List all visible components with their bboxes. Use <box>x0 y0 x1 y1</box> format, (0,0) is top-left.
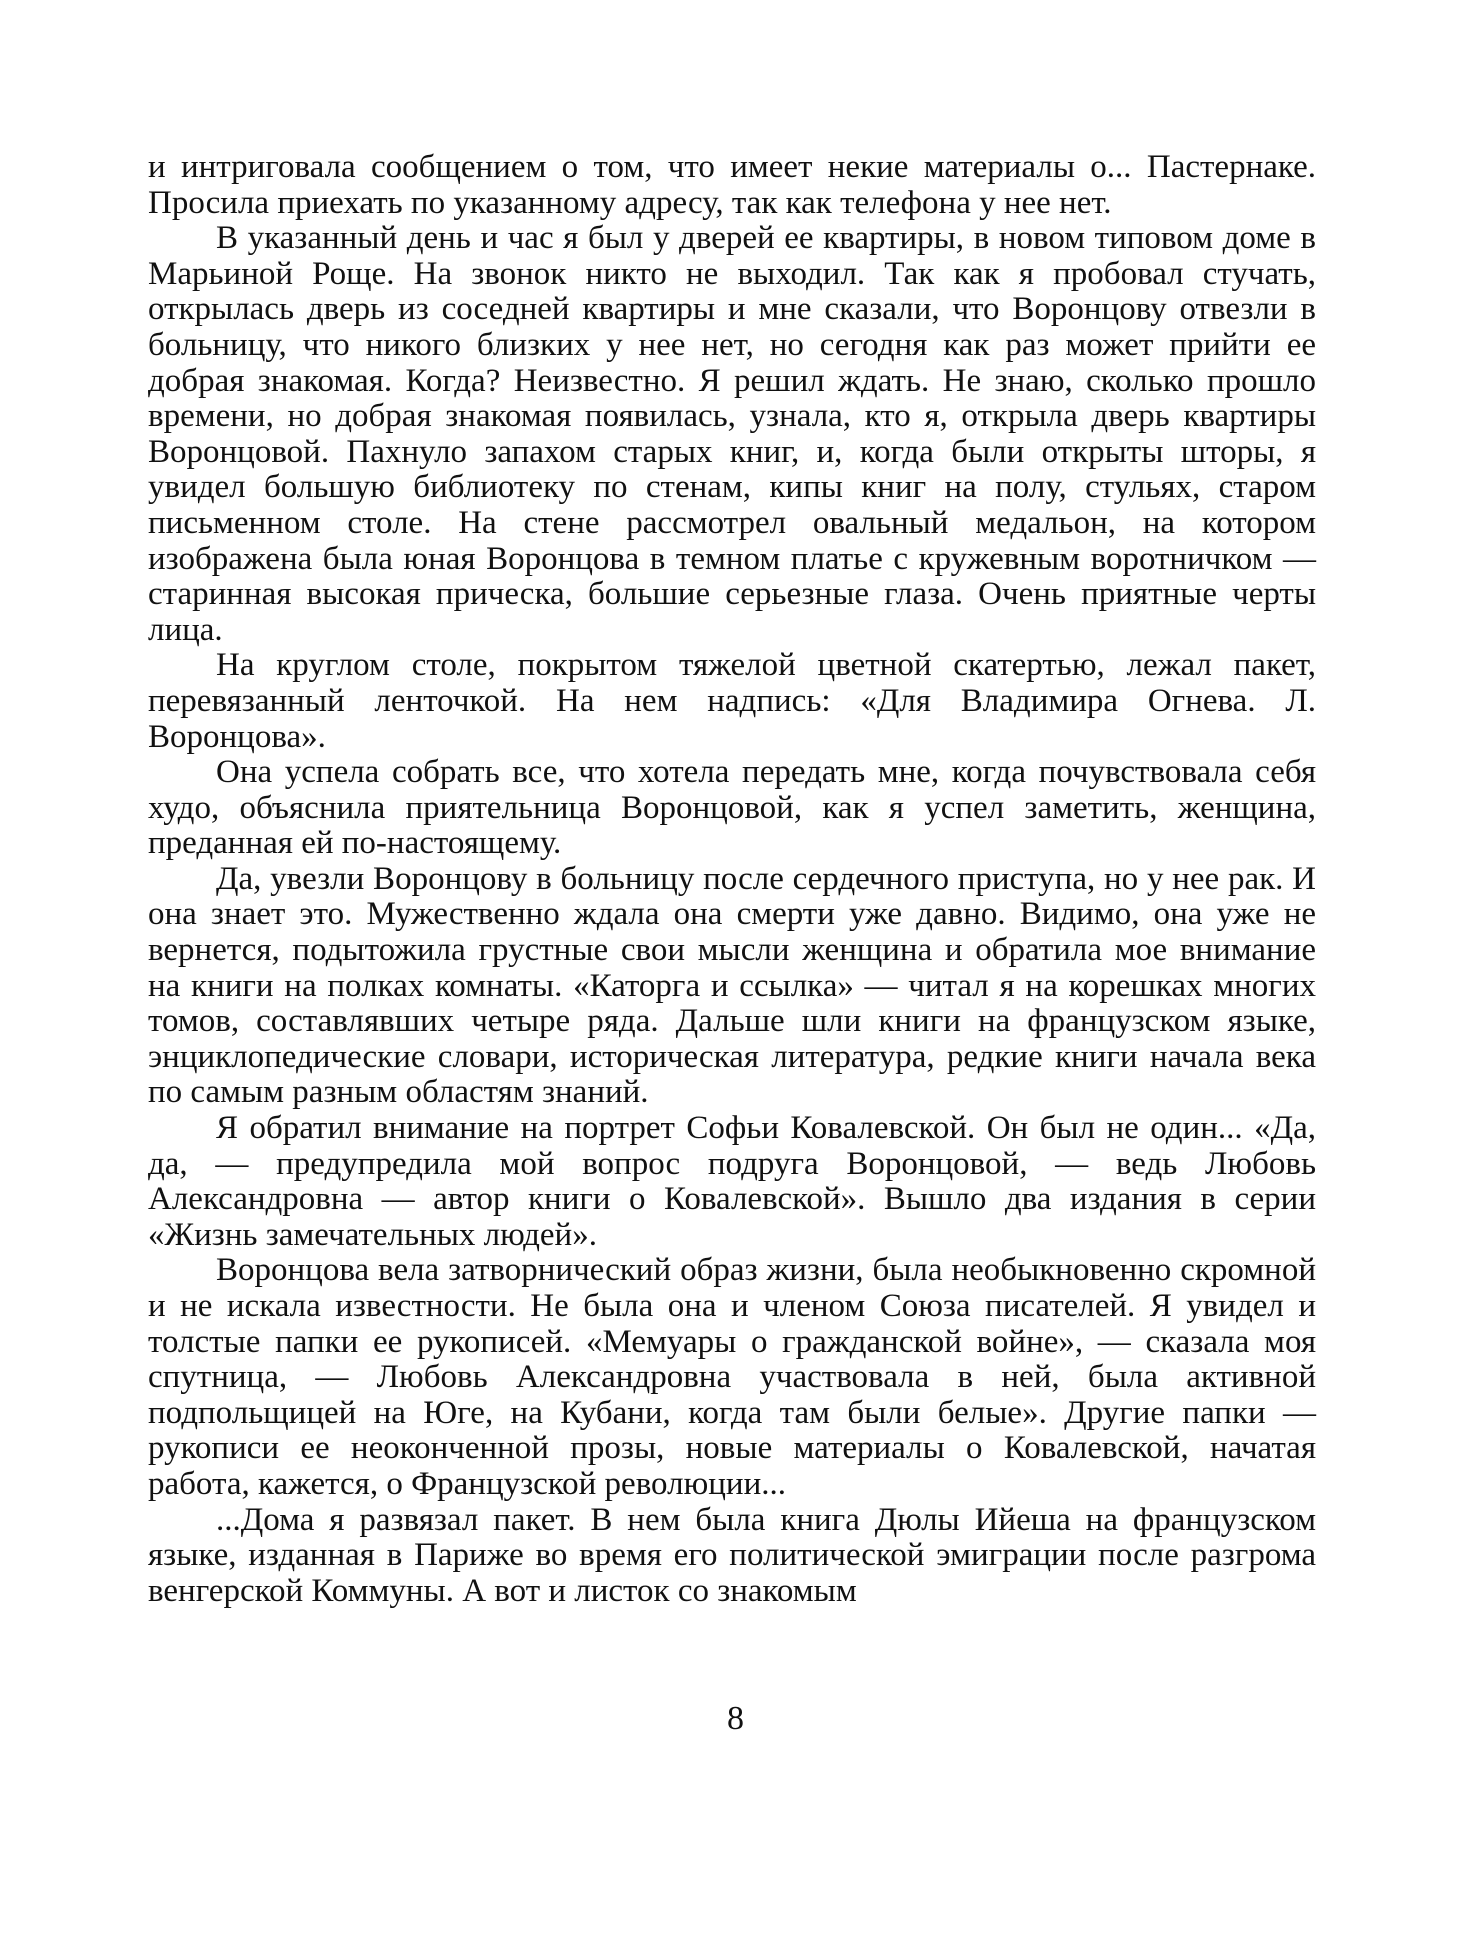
paragraph-2: В указанный день и час я был у дверей ее квартиры, в новом типовом доме в Марьиной Роще. На звонок никто не выходил. Так как я пробовал стучать, открылась дверь из соседней квартиры и мне сказали, что Воронцову отвезли в больницу, что никого близких у нее нет, но сегодня как раз может прийти ее добрая знакомая. Когда? Неизвестно. Я решил ждать. Не знаю, сколько прошло времени, но добрая знакомая появилась, узнала, кто я, открыла дверь квартиры Воронцовой. Пахнуло запахом старых книг, и, когда были открыты шторы, я увидел большую библиотеку по стенам, кипы книг на полу, стульях, старом письменном столе. На стене рассмотрел овальный медальон, на котором изображена была юная Воронцова в темном платье с кружевным воротничком — старинная высокая прическа, большие серьезные глаза. Очень приятные черты лица. <box>148 220 1316 648</box>
paragraph-6: Я обратил внимание на портрет Софьи Ковалевской. Он был не один... «Да, да, — предупредила мой вопрос подруга Воронцовой, — ведь Любовь Александровна — автор книги о Ковалевской». Вышло два издания в серии «Жизнь замечательных людей». <box>148 1110 1316 1253</box>
paragraph-1: и интриговала сообщением о том, что имеет некие материалы о... Пастернаке. Просила приехать по указанному адресу, так как телефона у нее нет. <box>148 149 1316 221</box>
paragraph-3: На круглом столе, покрытом тяжелой цветной скатертью, лежал пакет, перевязанный ленточкой. На нем надпись: «Для Владимира Огнева. Л. Воронцова». <box>148 647 1316 755</box>
text-body <box>148 150 1316 1609</box>
paragraph-5: Да, увезли Воронцову в больницу после сердечного приступа, но у нее рак. И она знает это. Мужественно ждала она смерти уже давно. Видимо, она уже не вернется, подытожила грустные свои мысли женщина и обратила мое внимание на книги на полках комнаты. «Каторга и ссылка» — читал я на корешках многих томов, составлявших четыре ряда. Дальше шли книги на французском языке, энциклопедические словари, историческая литература, редкие книги начала века по самым разным областям знаний. <box>148 860 1316 1111</box>
paragraph-8: ...Дома я развязал пакет. В нем была книга Дюлы Ийеша на французском языке, изданная в Париже во время его политической эмиграции после разгрома венгерской Коммуны. А вот и листок со знакомым <box>148 1501 1316 1609</box>
page-body <box>148 150 1316 1609</box>
paragraph-7: Воронцова вела затворнический образ жизни, была необыкновенно скромной и не искала известности. Не была она и членом Союза писателей. Я увидел и толстые папки ее рукописей. «Мемуары о гражданской войне», — сказала моя спутница, — Любовь Александровна участвовала в ней, была активной подпольщицей на Юге, на Кубани, когда там были белые». Другие папки — рукописи ее неоконченной прозы, новые материалы о Ковалевской, начатая работа, кажется, о Французской революции... <box>148 1252 1316 1502</box>
paragraph-4: Она успела собрать все, что хотела передать мне, когда почувствовала себя худо, объяснила приятельница Воронцовой, как я успел заметить, женщина, преданная ей по-настоящему. <box>148 754 1316 862</box>
page-number: 8 <box>727 1700 744 1737</box>
